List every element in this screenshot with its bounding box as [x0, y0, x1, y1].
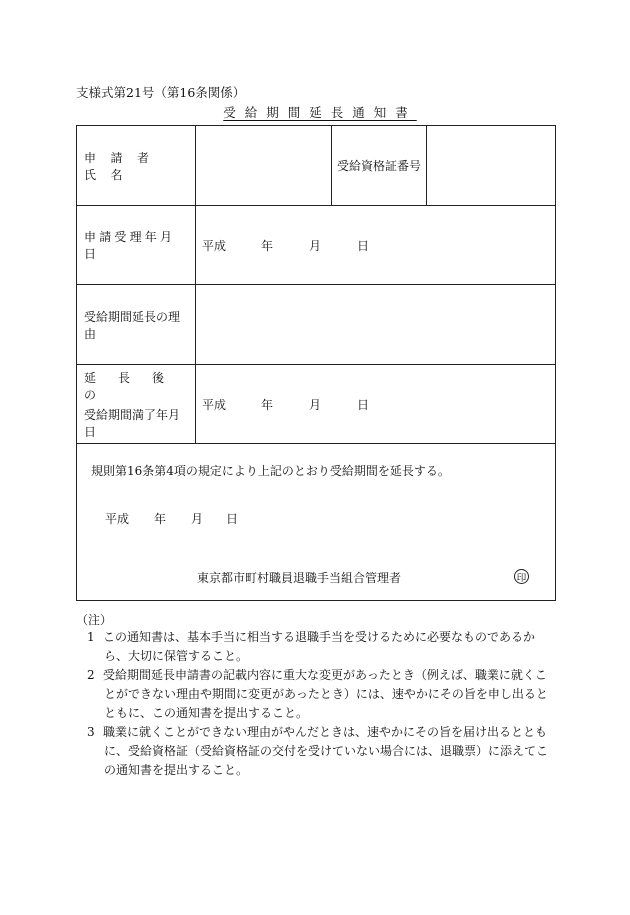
receipt-day: 日 [357, 238, 370, 253]
note-item-2 [88, 666, 558, 723]
statement-year: 年 [154, 512, 167, 526]
note-number: 1 [87, 630, 95, 644]
note-item-3 [88, 723, 558, 780]
issuer-name: 東京都市町村職員退職手当組合管理者 [197, 571, 402, 585]
note-number: 3 [87, 725, 95, 739]
extended-label-line2: 受給期間満了年月日 [84, 407, 181, 439]
document-title [0, 103, 630, 121]
receipt-era: 平成 [202, 238, 227, 253]
extended-era: 平成 [202, 397, 227, 412]
statement-month: 月 [191, 512, 204, 526]
reason-label-text: 受給期間延長の理由 [84, 309, 181, 341]
receipt-date-label-text: 申請受理年月日 [84, 230, 176, 261]
applicant-name-label-chars: 申請者氏名 [84, 150, 164, 182]
seal-mark: 印 [514, 569, 529, 584]
note-item-1 [88, 628, 558, 666]
form-table [76, 125, 556, 601]
applicant-name-field[interactable] [196, 126, 331, 205]
reason-field[interactable] [196, 285, 555, 364]
applicant-name-label-text [84, 149, 189, 183]
document-title-text: 受給期間延長通知書 [223, 105, 417, 120]
applicant-name-label [77, 126, 195, 205]
row-divider [77, 443, 555, 444]
extended-year: 年 [261, 397, 274, 412]
statement-day: 日 [226, 512, 239, 526]
note-text: 職業に就くことができない理由がやんだときは、速やかにその旨を届け出るとともに、受給資格証（受給資格証の交付を受けていない場合には、退職票）に添えてこの通知書を提出すること。 [103, 725, 549, 777]
extended-day: 日 [357, 397, 370, 412]
extended-month: 月 [309, 397, 322, 412]
extended-end-date-label [77, 365, 195, 443]
extended-end-date-field[interactable] [196, 365, 555, 443]
note-text: 受給期間延長申請書の記載内容に重大な変更があったとき（例えば、職業に就くことができない理由や期間に変更があったとき）には、速やかにその旨を申し出るとともに、この通知書を提出すること。 [103, 668, 548, 720]
statement-era: 平成 [105, 512, 130, 526]
note-number: 2 [87, 668, 95, 682]
reason-label [77, 285, 195, 364]
extended-label-line1: 延長後の [84, 370, 187, 402]
form-id: 支様式第21号（第16条関係） [76, 85, 246, 100]
receipt-date-label [77, 206, 195, 284]
extension-statement: 規則第16条第4項の規定により上記のとおり受給期間を延長する。 [91, 464, 450, 478]
receipt-date-field[interactable] [196, 206, 555, 284]
cert-number-field[interactable] [427, 126, 555, 205]
notes-heading: （注） [76, 613, 113, 627]
cert-number-label [332, 126, 426, 205]
cert-number-label-text: 受給資格証番号 [336, 159, 421, 173]
receipt-year: 年 [261, 238, 274, 253]
receipt-month: 月 [309, 238, 322, 253]
note-text: この通知書は、基本手当に相当する退職手当を受けるために必要なものであるから、大切に保管すること。 [103, 630, 536, 663]
